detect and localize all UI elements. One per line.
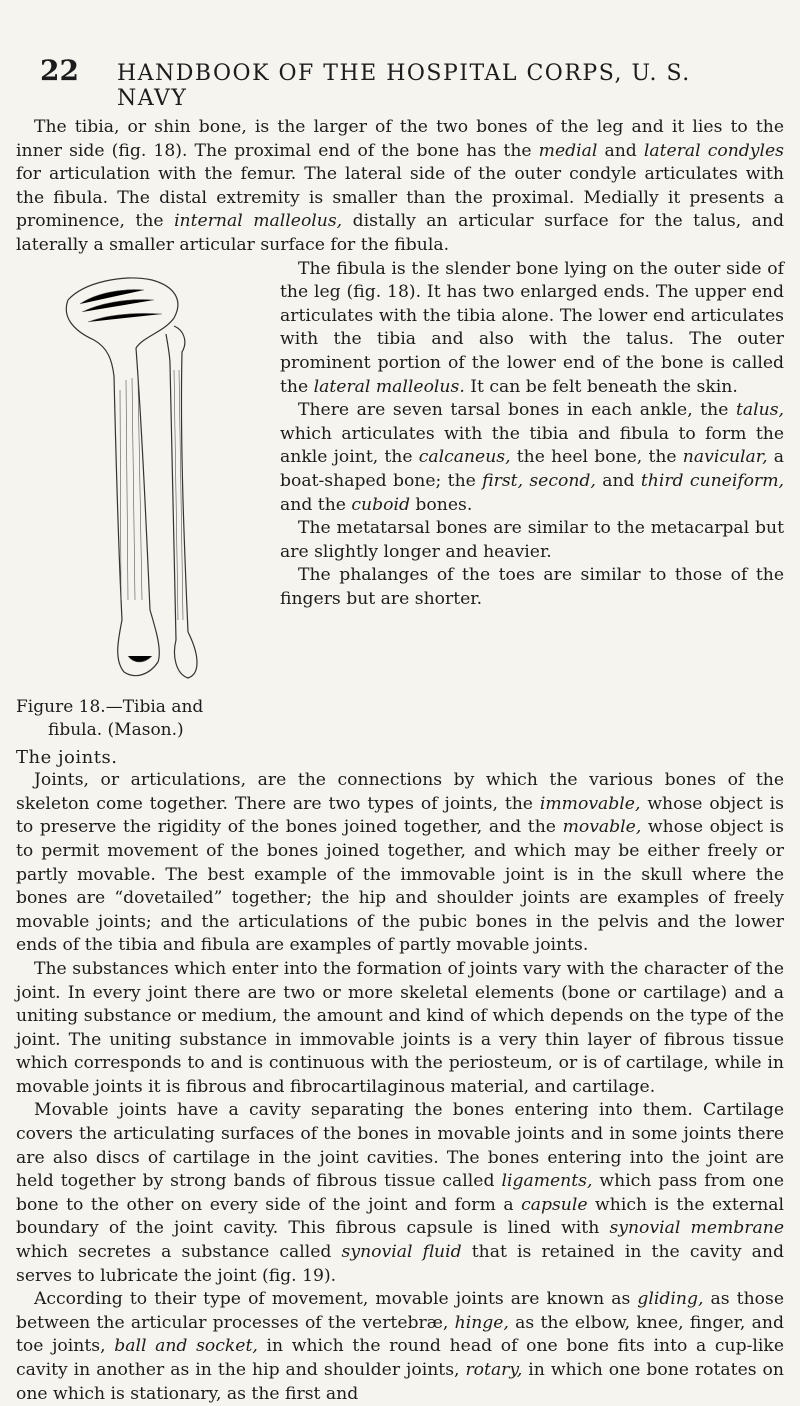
text-span: There are seven tarsal bones in each ankle, the [298,400,736,421]
text-span: that is retained in the cavity and serves to lubricate the joint (fig. 19). [16,1242,784,1286]
text-span: Movable joints have a cavity separating the bones entering into them. Cartilage covers the articulating surfaces of the bones in movable joints and in some joints there are also discs of cartilage in the joint cavities. The bones entering into the joint are held together by strong bands of fibrous tissue called [16,1100,784,1192]
italic-term: medial [538,140,598,161]
phalanges-paragraph: The phalanges of the toes are similar to those of the fingers but are shorter. [280,565,784,609]
text-span: which pass from one bone to the other on every side of the joint and form a [16,1171,784,1215]
italic-term: gliding, [637,1289,704,1310]
italic-term: capsule [521,1194,588,1215]
text-span: in which one bone rotates on one which is stationary, as the first and [16,1360,784,1404]
page-number: 22 [40,54,79,87]
text-span: According to their type of movement, movable joints are known as [34,1289,638,1310]
italic-term: talus, [735,400,784,421]
text-span: Joints, or articulations, are the connections by which the various bones of the skeleton come together. There are two types of joints, the [16,770,784,814]
italic-term: movable, [562,817,642,838]
page-header [40,54,760,111]
text-span: and [595,470,641,491]
joints-paragraph-2: The substances which enter into the formation of joints vary with the character of the joint. In every joint there are two or more skeletal elements (bone or cartilage) and a uniting substance or medium, the amount and kind of which depends on the type of the joint. The uniting substance in immovable joints is a very thin layer of fibrous tissue which corresponds to and is continuous with the periosteum, or is of cartilage, while in movable joints it is fibrous and fibrocartilaginous material, and cartilage. [16,958,784,1097]
italic-term: synovial fluid [341,1242,462,1263]
joints-paragraph-3 [16,1099,784,1288]
italic-term: synovial membrane [609,1218,785,1239]
running-title: HANDBOOK OF THE HOSPITAL CORPS, U. S. NAVY [116,61,691,111]
text-span: and the [280,494,352,515]
italic-term: ball and socket, [114,1336,258,1357]
italic-term: third cuneiform, [640,470,785,491]
figure-caption-line1: Figure 18.—Tibia and [16,696,204,717]
tibia-paragraph [16,116,784,258]
text-span: which secretes a substance called [16,1242,342,1263]
text-span: as the elbow, knee, finger, and toe joints, [16,1312,784,1357]
figure-caption-line2: fibula. (Mason.) [48,719,184,740]
metatarsal-paragraph: The metatarsal bones are similar to the metacarpal but are slightly longer and heavier. [280,518,784,562]
text-span: as those between the articular processes of the vertebræ, [16,1289,785,1333]
section-title-joints: The joints. [16,746,118,768]
tibia-fibula-illustration-icon [24,260,254,696]
text-span: whose object is to permit movement of the bones joined together, and which may be either freely or partly movable. The best example of the immovable joint is in the skull where the bones are “dovetailed” together; the hip and shoulder joints are examples of freely movable joints; and the articulations of the pubic bones in the pelvis and the lower ends of the tibia and fibula are examples of partly movable joints. [16,817,784,956]
joints-paragraph-4 [16,1288,784,1406]
italic-term: lateral malleolus. [313,376,465,397]
figure-18 [16,258,266,746]
italic-term: navicular, [682,447,768,468]
text-span: for articulation with the femur. The lateral side of the outer condyle articulates with the fibula. The distal extremity is smaller than the proximal. Medially it presents a prominence, the [16,164,784,232]
italic-term: internal malleolus, [174,211,343,232]
text-span: in which the round head of one bone fits into a cup-like cavity in another as in the hip and shoulder joints, [16,1336,784,1380]
text-span: and [597,140,644,161]
body-text [16,116,784,1406]
italic-term: calcaneus, [418,447,511,468]
text-span: The fibula is the slender bone lying on the outer side of the leg (fig. 18). It has two enlarged ends. The upper end articulates with the tibia alone. The lower end articulates with the tibia and also with the talus. The outer prominent portion of the lower end of the bone is called the [280,258,784,397]
italic-term: first, second, [482,470,596,491]
italic-term: ligaments, [501,1171,593,1192]
italic-term: lateral condyles [643,140,785,161]
italic-term: hinge, [454,1312,509,1333]
text-span: The tibia, or shin bone, is the larger of the two bones of the leg and it lies to the inner side (fig. 18). The proximal end of the bone has the [16,117,784,161]
text-span: distally an articular surface for the talus, and laterally a smaller articular surface for the fibula. [16,211,784,255]
text-span: which articulates with the tibia and fibula to form the ankle joint, the [280,423,784,468]
text-span: a boat-shaped bone; the [280,447,784,491]
text-span: It can be felt beneath the skin. [464,376,738,397]
text-span: bones. [409,494,473,515]
text-span: the heel bone, the [510,447,683,468]
joints-paragraph-1 [16,769,784,958]
text-span: which is the external boundary of the joint cavity. This fibrous capsule is lined with [16,1194,785,1239]
italic-term: immovable, [539,793,641,814]
italic-term: cuboid [351,494,410,515]
italic-term: rotary, [465,1360,523,1380]
text-span: whose object is to preserve the rigidity of the bones joined together, and the [16,793,784,838]
figure-caption [16,696,266,742]
